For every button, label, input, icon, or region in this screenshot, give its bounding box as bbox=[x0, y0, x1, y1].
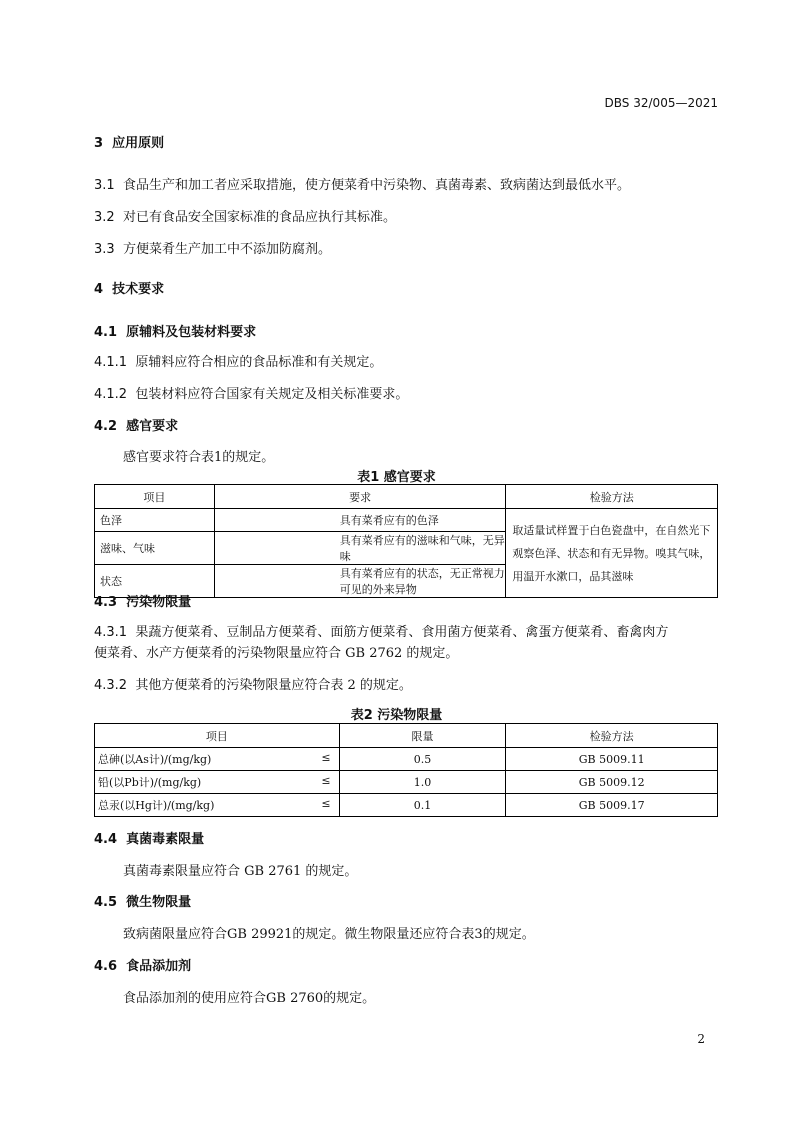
item-cell bbox=[95, 771, 340, 794]
clause-4-5-text: 致病菌限量应符合GB 29921的规定。微生物限量还应符合表3的规定。 bbox=[123, 927, 535, 942]
header-cell: 要求 bbox=[214, 485, 506, 509]
section-title: 微生物限量 bbox=[126, 895, 192, 910]
clause-4-2-text: 感官要求符合表1的规定。 bbox=[123, 450, 275, 465]
section-title: 感官要求 bbox=[126, 419, 179, 434]
heading-4-6 bbox=[94, 955, 191, 974]
clause-text: 食品生产和加工者应采取措施，使方便菜肴中污染物、真菌毒素、致病菌达到最低水平。 bbox=[122, 178, 630, 193]
section-title: 污染物限量 bbox=[126, 595, 192, 610]
contaminant-limits-table bbox=[94, 723, 718, 817]
section-number: 4 bbox=[94, 282, 104, 297]
section-title: 技术要求 bbox=[112, 282, 165, 297]
header-cell: 检验方法 bbox=[506, 485, 718, 509]
table-row bbox=[95, 771, 718, 794]
section-number: 4.2 bbox=[94, 419, 118, 434]
clause-4-1-2 bbox=[94, 383, 408, 402]
section-number: 4.5 bbox=[94, 895, 118, 910]
heading-4-1 bbox=[94, 321, 256, 340]
limit-cell: 0.1 bbox=[339, 794, 506, 817]
header-cell: 项目 bbox=[95, 724, 340, 748]
table-header-row bbox=[95, 724, 718, 748]
item-cell bbox=[95, 748, 340, 771]
method-cell: GB 5009.11 bbox=[506, 748, 718, 771]
heading-section-4 bbox=[94, 278, 164, 297]
clause-text: 对已有食品安全国家标准的食品应执行其标准。 bbox=[122, 210, 396, 225]
header-cell: 限量 bbox=[339, 724, 506, 748]
clause-number: 4.1.2 bbox=[94, 387, 128, 402]
item-cell: 色泽 bbox=[95, 509, 215, 532]
le-symbol: ≤ bbox=[321, 751, 331, 764]
section-number: 4.3 bbox=[94, 595, 118, 610]
method-cell: GB 5009.17 bbox=[506, 794, 718, 817]
table2-caption: 表2 污染物限量 bbox=[350, 708, 443, 723]
clause-3-1 bbox=[94, 174, 630, 193]
item-text: 总砷(以As计)/(mg/kg) bbox=[98, 753, 212, 766]
item-cell: 滋味、气味 bbox=[95, 532, 215, 565]
item-text: 铅(以Pb计)/(mg/kg) bbox=[98, 776, 202, 789]
clause-number: 4.1.1 bbox=[94, 355, 128, 370]
clause-4-4-text: 真菌毒素限量应符合 GB 2761 的规定。 bbox=[123, 864, 358, 879]
method-cell: GB 5009.12 bbox=[506, 771, 718, 794]
le-symbol: ≤ bbox=[321, 774, 331, 787]
clause-number: 4.3.1 bbox=[94, 625, 128, 640]
clause-3-2 bbox=[94, 206, 396, 225]
section-number: 4.1 bbox=[94, 325, 118, 340]
table1-caption: 表1 感官要求 bbox=[357, 470, 436, 485]
table-header-row bbox=[95, 485, 718, 509]
page-number: 2 bbox=[697, 1032, 705, 1046]
clause-4-3-1-line2: 便菜肴、水产方便菜肴的污染物限量应符合 GB 2762 的规定。 bbox=[94, 646, 459, 661]
clause-number: 4.3.2 bbox=[94, 678, 128, 693]
clause-4-3-2 bbox=[94, 674, 412, 693]
heading-4-3 bbox=[94, 591, 191, 610]
le-symbol: ≤ bbox=[321, 797, 331, 810]
heading-4-5 bbox=[94, 891, 191, 910]
section-number: 4.4 bbox=[94, 832, 118, 847]
requirement-cell: 具有菜肴应有的色泽 bbox=[214, 509, 506, 532]
table-row bbox=[95, 794, 718, 817]
section-number: 3 bbox=[94, 136, 104, 151]
clause-text: 包装材料应符合国家有关规定及相关标准要求。 bbox=[135, 387, 409, 402]
section-title: 真菌毒素限量 bbox=[126, 832, 205, 847]
section-title: 原辅料及包装材料要求 bbox=[126, 325, 257, 340]
table-row bbox=[95, 748, 718, 771]
table-row bbox=[95, 509, 718, 532]
requirement-cell: 具有菜肴应有的滋味和气味，无异味 bbox=[214, 532, 506, 565]
clause-4-3-1-line1 bbox=[94, 621, 668, 640]
clause-4-1-1 bbox=[94, 351, 382, 370]
sensory-requirements-table bbox=[94, 484, 718, 598]
method-cell: 取适量试样置于白色瓷盘中，在自然光下观察色泽、状态和有无异物。嗅其气味，用温开水漱口，品其滋味 bbox=[506, 509, 718, 598]
item-cell: 状态 bbox=[95, 565, 215, 598]
header-cell: 检验方法 bbox=[506, 724, 718, 748]
clause-number: 3.1 bbox=[94, 178, 115, 193]
clause-3-3 bbox=[94, 238, 331, 257]
item-cell bbox=[95, 794, 340, 817]
clause-text: 其他方便菜肴的污染物限量应符合表 2 的规定。 bbox=[135, 678, 412, 693]
clause-text: 果蔬方便菜肴、豆制品方便菜肴、面筋方便菜肴、食用菌方便菜肴、禽蛋方便菜肴、畜禽肉方 bbox=[135, 625, 669, 640]
heading-4-2 bbox=[94, 415, 178, 434]
heading-4-4 bbox=[94, 828, 204, 847]
clause-4-6-text: 食品添加剂的使用应符合GB 2760的规定。 bbox=[123, 991, 376, 1006]
document-code: DBS 32/005—2021 bbox=[604, 96, 718, 110]
limit-cell: 0.5 bbox=[339, 748, 506, 771]
limit-cell: 1.0 bbox=[339, 771, 506, 794]
header-cell: 项目 bbox=[95, 485, 215, 509]
section-title: 食品添加剂 bbox=[126, 959, 192, 974]
clause-number: 3.2 bbox=[94, 210, 115, 225]
clause-text: 方便菜肴生产加工中不添加防腐剂。 bbox=[122, 242, 331, 257]
clause-number: 3.3 bbox=[94, 242, 115, 257]
section-number: 4.6 bbox=[94, 959, 118, 974]
section-title: 应用原则 bbox=[112, 136, 165, 151]
clause-text: 原辅料应符合相应的食品标准和有关规定。 bbox=[135, 355, 383, 370]
heading-section-3 bbox=[94, 132, 164, 151]
item-text: 总汞(以Hg计)/(mg/kg) bbox=[98, 799, 215, 812]
requirement-cell: 具有菜肴应有的状态，无正常视力可见的外来异物 bbox=[214, 565, 506, 598]
